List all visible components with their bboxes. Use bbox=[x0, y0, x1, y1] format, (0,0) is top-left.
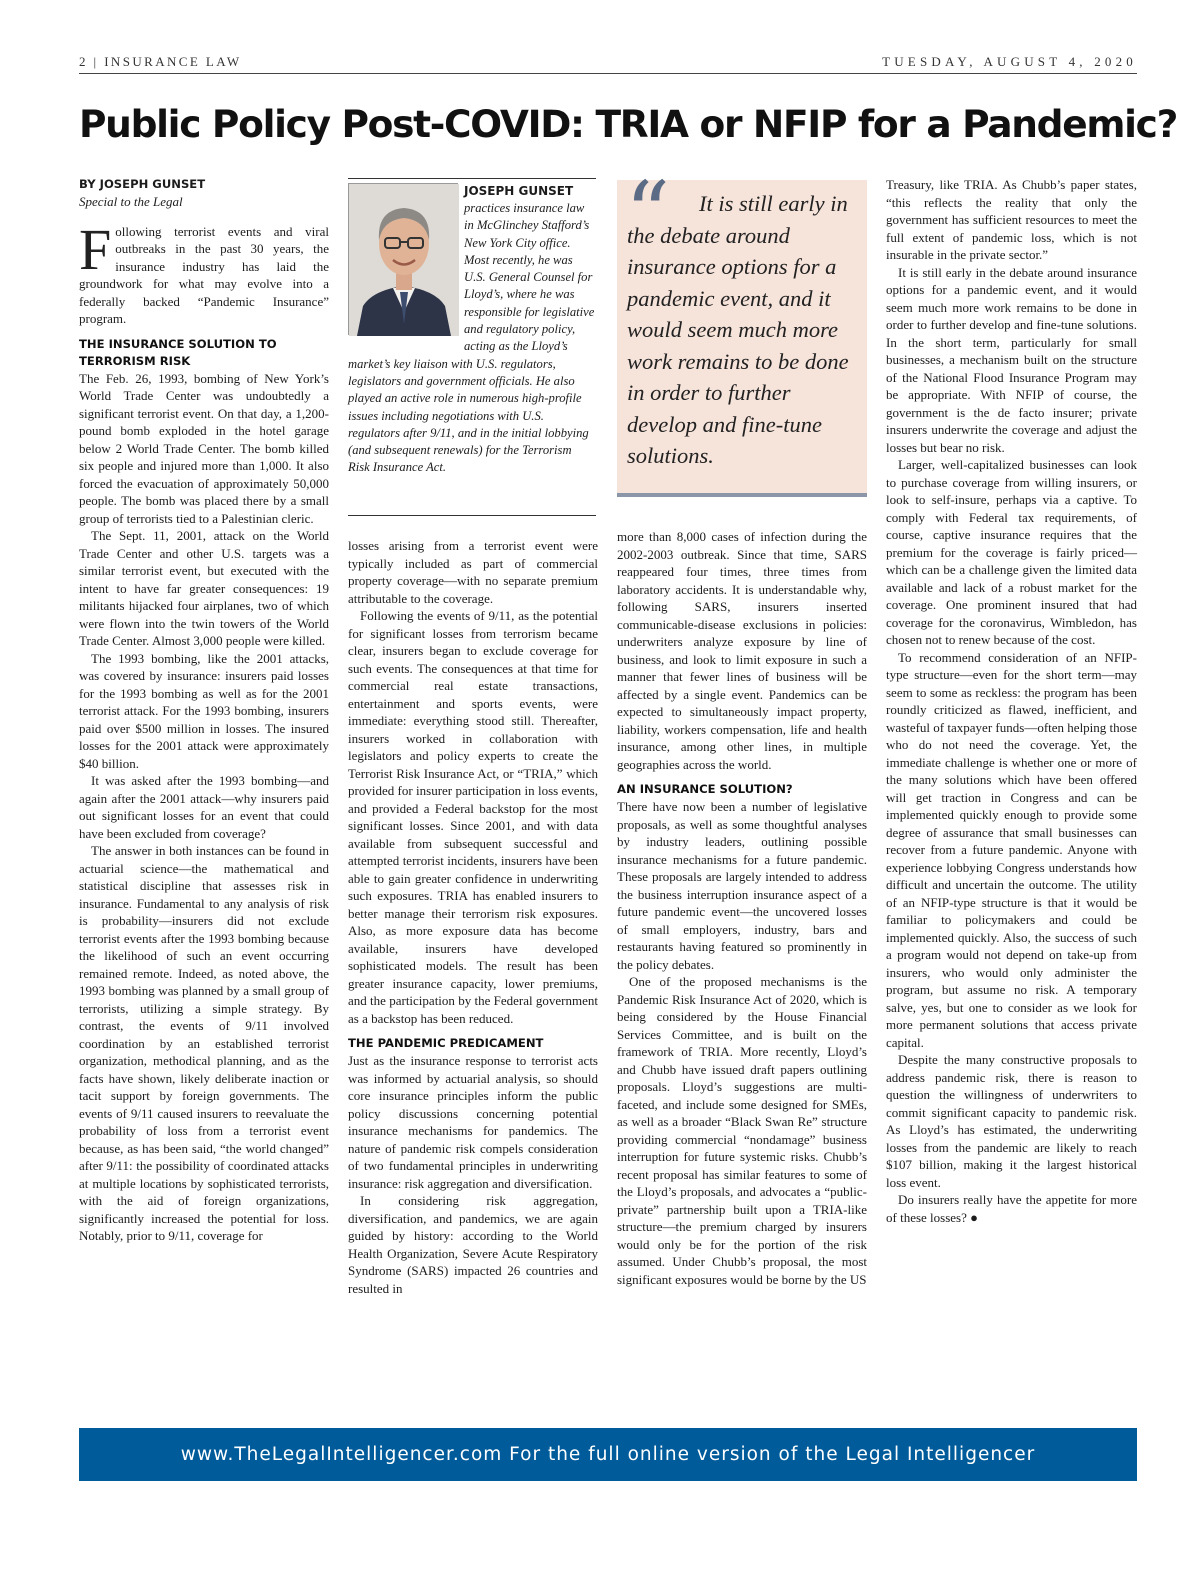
paragraph: In considering risk aggregation, diversification, and pandemics, we are again guided by history: according to the World Health Organization, Severe Acute Respiratory Syndrome (SARS) impacted 26 countries and resulted in bbox=[348, 1193, 598, 1296]
column-3 bbox=[617, 528, 867, 1288]
paragraph: Treasury, like TRIA. As Chubb’s paper states, “this reflects the reality that only the government has sufficient resources to meet the full extent of pandemic loss, which is not insurable in the private sector.” bbox=[886, 177, 1137, 262]
section-label: 2 | INSURANCE LAW bbox=[79, 54, 242, 69]
paragraph: There have now been a number of legislative proposals, as well as some thoughtful analyses by industry leaders, outlining possible insurance mechanisms for a future pandemic. These proposals are largely intended to address the business interruption insurance aspect of a future pandemic event—the uncovered losses of small employers, industry, bars and restaurants having featured so prominently in the policy debates. bbox=[617, 799, 867, 972]
pull-quote bbox=[617, 162, 867, 497]
paragraph: Despite the many constructive proposals to address pandemic risk, there is reason to question the willingness of underwriters to commit significant capacity to pandemic risk. As Lloyd’s has estimated, the underwriting losses from the pandemic are likely to reach $107 billion, making it the largest historical loss event. bbox=[886, 1052, 1137, 1190]
paragraph: To recommend consideration of an NFIP-type structure—even for the short term—may seem to some as reckless: the program has been roundly criticized as flawed, inefficient, and wasteful of taxpayer funds—often helping those who do not need the coverage. Yet, the immediate challenge is whether one or more of the many solutions which have been offered will get traction in Congress and can be implemented quickly enough to provide some degree of assurance that small businesses can recover from a future pandemic. Anyone with experience lobbying Congress understands how difficult and uncertain the outcome. The utility of an NFIP-type structure is that it would be familiar to policymakers and could be implemented quickly. Also, the success of such a program would not depend on take-up from insurers, who would only administer the program, but assume no risk. A temporary salve, yes, but one to consider as we look for more permanent solutions that access private capital. bbox=[886, 649, 1137, 1050]
drop-cap: F bbox=[79, 216, 112, 282]
subhead-insurance-solution: AN INSURANCE SOLUTION? bbox=[617, 782, 793, 796]
byline-note: Special to the Legal bbox=[79, 194, 183, 209]
paragraph: It was asked after the 1993 bombing—and again after the 2001 attack—why insurers paid out significant losses for an event that could have been excluded from coverage? bbox=[79, 773, 329, 841]
bio-name: JOSEPH GUNSET bbox=[464, 184, 574, 198]
paragraph: Following the events of 9/11, as the potential for significant losses from terrorism became clear, insurers began to exclude coverage for such events. The consequences at that time for commercial real estate transactions, entertainment and sports events, were immediate: everything stood still. Thereafter, insurers worked in collaboration with legislators and policy experts to create the Terrorist Risk Insurance Act, or “TRIA,” which provided for insurer participation in loss events, and provided a Federal backstop for the most significant losses. Since 2001, and with data available from subsequent successful and attempted terrorist incidents, insurers have been able to gain greater confidence in underwriting such exposures. TRIA has enabled insurers to better manage their terrorism risk exposures. Also, as more exposure data has become available, insurers have developed sophisticated models. The result has been greater insurance capacity, lower premiums, and the participation by the Federal government as a backstop has been reduced. bbox=[348, 608, 598, 1026]
paragraph: One of the proposed mechanisms is the Pandemic Risk Insurance Act of 2020, which is being considered by the House Financial Services Committee, and is built on the framework of TRIA. More recently, Lloyd’s and Chubb have issued draft papers outlining proposals. Lloyd’s suggestions are multi-faceted, and include some designed for SMEs, as well as a broader “Black Swan Re” structure providing commercial “nondamage” business interruption for future systemic risks. Chubb’s recent proposal has similar features to some of the Lloyd’s proposals, and advocates a “public-private” partnership built upon a TRIA-like structure—the premium charged by insurers would only be for the portion of the risk assumed. Under Chubb’s proposal, the most significant exposures would be borne by the US bbox=[617, 974, 867, 1287]
bio-text: practices insurance law in McGlinchey Stafford’s New York City office. Most recently, he was U.S. General Counsel for Lloyd’s, where he was responsible for legislative and regulatory policy, acting as the Lloyd’s market’s key liaison with U.S. regulators, legislators and government officials. He also played an active role in numerous high-profile issues including negotiations with U.S. regulators after 9/11, and in the initial lobbying (and subsequent renewals) for the Terrorism Risk Insurance Act. bbox=[348, 201, 595, 475]
paragraph: more than 8,000 cases of infection during the 2002-2003 outbreak. Since that time, SARS reappeared four times, three times from laboratory accidents. It is understandable why, following SARS, insurers inserted communicable-disease exclusions in policies: underwriters analyze exposure by line of business, and look to limit exposure in such a manner that fewer lines of business will be affected by a single event. Pandemics can be expected to simultaneously impact property, liability, workers compensation, life and health insurance, among other lines, in multiple geographies across the world. bbox=[617, 529, 867, 772]
column-4 bbox=[886, 176, 1137, 1226]
paragraph: losses arising from a terrorist event were typically included as part of commercial property coverage—with no separate premium attributable to the coverage. bbox=[348, 538, 598, 606]
closing-paragraph: Do insurers really have the appetite for more of these losses? ● bbox=[886, 1192, 1137, 1225]
author-portrait-image bbox=[349, 184, 459, 336]
website-banner[interactable]: www.TheLegalIntelligencer.com For the full online version of the Legal Intelligencer bbox=[79, 1428, 1137, 1481]
quote-mark-icon: “ bbox=[625, 162, 670, 265]
bio-rule bbox=[348, 515, 596, 516]
paragraph: The answer in both instances can be found in actuarial science—the mathematical and statistical discipline that assesses risk in insurance. Fundamental to any analysis of risk is probability—insurers did not exclude terrorist events after the 1993 bombing because the likelihood of such an event occurring remained remote. Indeed, as noted above, the 1993 bombing was planned by a small group of terrorists, utilizing a simple strategy. By contrast, the events of 9/11 involved coordination by an established terrorist organization, methodical planning, and as the facts have shown, likely deliberate inaction or tacit support by foreign governments. The events of 9/11 caused insurers to reevaluate the probability of loss from a terrorist event because, as has been said, “the world changed” after 9/11: the possibility of coordinated attacks at multiple locations by sophisticated terrorists, with the aid of foreign organizations, significantly increased the potential for loss. Notably, prior to 9/11, coverage for bbox=[79, 843, 329, 1243]
running-header bbox=[79, 52, 1137, 74]
author-photo bbox=[348, 183, 458, 335]
lead-paragraph: Following terrorist events and viral outbreaks in the past 30 years, the insurance industry has laid the groundwork for what may evolve into a federally backed “Pandemic Insurance” program. bbox=[79, 216, 329, 326]
subhead-pandemic-predicament: THE PANDEMIC PREDICAMENT bbox=[348, 1036, 544, 1050]
end-mark-icon: ● bbox=[970, 1209, 978, 1225]
headline: Public Policy Post-COVID: TRIA or NFIP for a Pandemic? bbox=[79, 102, 1178, 146]
subhead-terrorism-risk: THE INSURANCE SOLUTION TO TERRORISM RISK bbox=[79, 336, 277, 368]
paragraph: Larger, well-capitalized businesses can look to purchase coverage from willing insurers, or look to self-insure, perhaps via a captive. To comply with Federal tax requirements, of course, captive insurance requires that the premium for the coverage is fairly priced—which can be a challenge given the limited data available and lack of a robust market for the coverage. One prominent insured that had coverage for the coronavirus, Wimbledon, has chosen not to renew because of the cost. bbox=[886, 457, 1137, 647]
paragraph: The Sept. 11, 2001, attack on the World Trade Center and other U.S. targets was a similar terrorist event, but executed with the intent to have far greater consequences: 19 militants hijacked four airplanes, two of which were flown into the twin towers of the World Trade Center. Almost 3,000 people were killed. bbox=[79, 528, 329, 648]
column-1 bbox=[79, 176, 329, 1245]
header-rule bbox=[79, 73, 1137, 74]
author-bio bbox=[348, 178, 596, 477]
pull-quote-text: It is still early in the debate around insurance options for a pandemic event, and it would seem much more work remains to be done in order to further develop and fine-tune solutions. bbox=[627, 191, 849, 468]
paragraph: The Feb. 26, 1993, bombing of New York’s World Trade Center was undoubtedly a significant terrorist event. On that day, a 1,200-pound bomb exploded in the hotel garage below 2 World Trade Center. The bomb killed six people and injured more than 1,000. It also forced the evacuation of approximately 50,000 people. The bomb was placed there by a small group of terrorists tied to a Palestinian cleric. bbox=[79, 370, 329, 526]
paragraph: It is still early in the debate around insurance options for a pandemic event, and it would seem much more work remains to be done in order to further develop and fine-tune solutions. In the short term, particularly for small businesses, a mechanism built on the structure of the National Flood Insurance Program may be appropriate. With NFIP of course, the government is the de facto insurer; private insurers underwrite the coverage and adjust the losses but bear no risk. bbox=[886, 264, 1137, 455]
paragraph: Just as the insurance response to terrorist acts was informed by actuarial analysis, so should core insurance principles inform the public policy discussions concerning potential insurance mechanisms for pandemics. The nature of pandemic risk compels consideration of two fundamental principles in underwriting insurance: risk aggregation and diversification. bbox=[348, 1053, 598, 1191]
byline: BY JOSEPH GUNSET bbox=[79, 177, 206, 191]
paragraph: The 1993 bombing, like the 2001 attacks, was covered by insurance: insurers paid losses for the 1993 bombing as well as for the 2001 terrorist attack. For the 1993 bombing, insurers paid over $500 million in losses. The insured losses for the 2001 attack were approximately $40 billion. bbox=[79, 650, 329, 771]
column-2 bbox=[348, 537, 598, 1297]
issue-date: TUESDAY, AUGUST 4, 2020 bbox=[882, 54, 1137, 69]
